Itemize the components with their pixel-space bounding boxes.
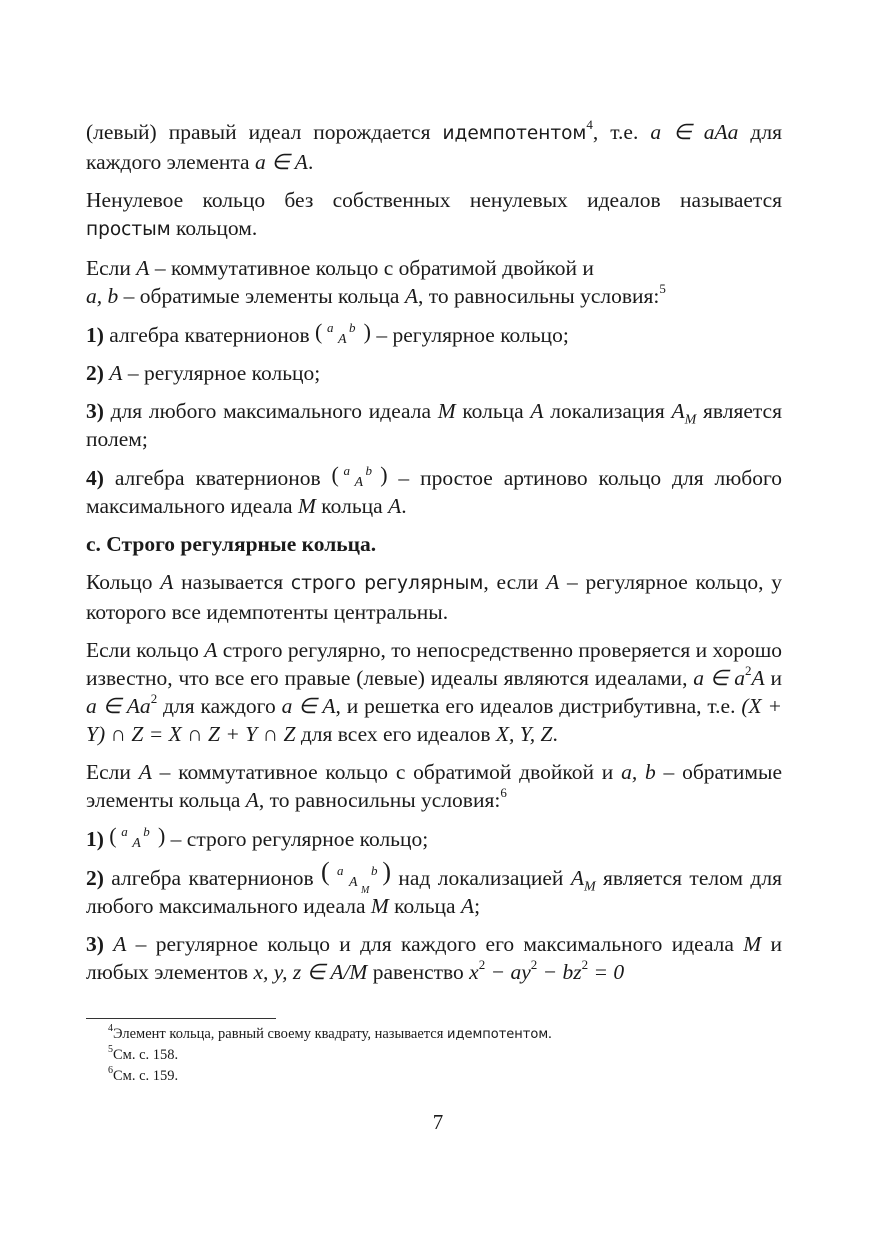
footnote-4 [108, 1024, 778, 1045]
text: кольца [455, 399, 531, 423]
text: , и решетка его идеалов дистрибутивна, т.е. [335, 694, 742, 718]
math: a ∈ a [693, 666, 746, 690]
footnote-number: 6 [108, 1065, 113, 1077]
math: A [109, 361, 123, 385]
footnote-number: 4 [108, 1023, 113, 1035]
math: a ∈ Aa [86, 694, 151, 718]
text: кольца [315, 494, 389, 518]
text: ; [474, 894, 481, 918]
paren: ( [109, 823, 117, 848]
quaternion-symbol-localized [321, 857, 392, 896]
paren: ( [314, 319, 323, 344]
list1-item-1 [86, 320, 782, 349]
text: Если [86, 760, 139, 784]
text: – регулярное кольцо; [122, 361, 321, 385]
text: . [552, 722, 558, 746]
math: M [297, 494, 316, 518]
paragraph-distributive [86, 636, 782, 748]
term-strictly-regular: строго регулярным [290, 573, 484, 594]
footnote-6 [108, 1066, 778, 1087]
list1-item-2 [86, 359, 782, 387]
math: A [113, 932, 127, 956]
math-superscript: 2 [745, 662, 752, 678]
footnote-ref-6[interactable]: 6 [500, 784, 507, 800]
math-superscript: 2 [581, 956, 589, 972]
paren: ( [331, 462, 339, 487]
math: a ∈ A [254, 150, 308, 174]
paren: ) [382, 857, 392, 886]
item-number: 3) [86, 399, 104, 423]
math: − bz [537, 960, 582, 984]
item-number: 2) [86, 361, 104, 385]
item-number: 1) [86, 827, 104, 851]
math: A [132, 836, 141, 851]
math: A [138, 760, 152, 784]
text: Если [86, 256, 137, 280]
list2-item-1 [86, 824, 782, 853]
text: Элемент кольца, равный своему квадрату, называется [113, 1026, 448, 1042]
math-superscript: 2 [478, 956, 486, 972]
math: A [160, 570, 174, 594]
math: A [354, 475, 364, 490]
item-number: 4) [86, 466, 104, 490]
math-subscript: M [583, 879, 596, 895]
text: , то равносильны условия: [258, 788, 501, 812]
text: , то равносильны условия: [417, 284, 660, 308]
item-number: 2) [86, 866, 104, 890]
math: A [136, 256, 150, 280]
term-simple: простым [86, 219, 171, 240]
text: алгебра кватернионов [103, 323, 315, 347]
math: M [370, 894, 389, 918]
math-subscript: M [361, 885, 370, 896]
text: – коммутативное кольцо с обратимой двойкой и [151, 760, 622, 784]
item-number: 1) [86, 323, 104, 347]
text: Ненулевое кольцо без собственных ненулевых идеалов называется [86, 188, 782, 212]
paren: ) [380, 462, 388, 487]
text: (левый) правый идеал порождается [86, 120, 443, 144]
math: A [349, 875, 358, 890]
paragraph-simple-ring [86, 186, 782, 244]
text: является телом для любого максимального идеала [86, 866, 782, 918]
list2-item-3 [86, 930, 782, 986]
text: локализация [543, 399, 672, 423]
text: и [764, 666, 782, 690]
page-body [86, 118, 782, 996]
text: кольцом. [170, 216, 258, 240]
quaternion-symbol [109, 824, 165, 850]
paren: ) [363, 319, 371, 344]
math: b [143, 824, 150, 839]
math: A [751, 666, 765, 690]
paragraph-conditions-1 [86, 254, 782, 310]
text: для каждого [157, 694, 282, 718]
footnote-divider [86, 1018, 276, 1019]
math-superscript: 2 [150, 690, 158, 706]
text: См. с. 159. [113, 1068, 179, 1084]
text: равенство [367, 960, 470, 984]
math: a, b [86, 284, 119, 308]
text: . [401, 494, 407, 518]
math: A [204, 638, 218, 662]
text: и любых элементов [86, 932, 783, 984]
text: Кольцо [86, 570, 161, 594]
math: A [388, 494, 402, 518]
footnote-number: 5 [108, 1044, 113, 1056]
paragraph-idempotent [86, 118, 782, 176]
math: b [371, 863, 378, 878]
term-idempotent: идемпотентом [447, 1027, 549, 1042]
math: A [570, 866, 584, 890]
text: , если [483, 570, 547, 594]
list2-item-2 [86, 857, 782, 920]
math: b [348, 320, 356, 335]
paren: ( [321, 857, 330, 886]
paragraph-strictly-regular [86, 568, 782, 626]
math: a [326, 320, 334, 335]
math: (X + Y) ∩ Z = X ∩ Z + Y ∩ Z [86, 694, 782, 746]
math: a ∈ A [281, 694, 336, 718]
footnote-5 [108, 1045, 778, 1066]
list1-item-4 [86, 463, 782, 520]
text: для любого максимального идеала [103, 399, 438, 423]
math: A [530, 399, 544, 423]
text: – регулярное кольцо; [370, 323, 569, 347]
text: для каждого элемента [86, 120, 782, 174]
text: См. с. 158. [113, 1047, 179, 1063]
math: M [437, 399, 456, 423]
math: a, b [621, 760, 656, 784]
text: – регулярное кольцо и для каждого его максимального идеала [126, 932, 744, 956]
text: – коммутативное кольцо с обратимой двойкой и [149, 256, 594, 280]
footnote-ref-5[interactable]: 5 [659, 280, 666, 296]
text: Если кольцо [86, 638, 205, 662]
math: x [469, 960, 479, 984]
section-heading: c. Строго регулярные кольца. [86, 532, 377, 556]
quaternion-symbol [332, 463, 388, 489]
text: строго регулярно, то непосредственно проверяется и хорошо известно, что все его правые (левые) идеалы являются идеалами, [86, 638, 782, 690]
math: − ay [485, 960, 531, 984]
paragraph-conditions-2 [86, 758, 782, 814]
text: алгебра кватернионов [103, 866, 322, 890]
math: A [245, 788, 259, 812]
text: – обратимые элементы кольца [86, 760, 782, 812]
text: – строго регулярное кольцо; [165, 827, 429, 851]
text: над локализацией [391, 866, 571, 890]
text: называется [173, 570, 291, 594]
math: = 0 [588, 960, 625, 984]
math-subscript: M [684, 412, 697, 428]
math-superscript: 2 [530, 956, 538, 972]
footnotes [108, 1024, 778, 1087]
text: – обратимые элементы кольца [118, 284, 405, 308]
math: a [337, 863, 344, 878]
math: x, y, z ∈ A/M [253, 960, 368, 984]
text: кольца [388, 894, 461, 918]
math: a [121, 824, 128, 839]
term-idempotent: идемпотентом [442, 123, 587, 144]
item-number: 3) [86, 932, 104, 956]
text: – простое артиново кольцо для любого максимального идеала [86, 466, 782, 518]
text: . [307, 150, 314, 174]
text: для всех его идеалов [295, 722, 496, 746]
page-number: 7 [432, 1110, 444, 1134]
math: a ∈ aAa [650, 120, 739, 144]
footnote-ref-4[interactable]: 4 [586, 116, 593, 132]
math: A [546, 570, 560, 594]
math: b [365, 463, 373, 478]
text: – регулярное кольцо, у которого все идемпотенты центральны. [86, 570, 783, 624]
text: , т.е. [592, 120, 651, 144]
math: A [671, 399, 685, 423]
math: A [337, 332, 347, 347]
list1-item-3 [86, 397, 782, 453]
math: a [343, 463, 351, 478]
math: A [404, 284, 418, 308]
text: алгебра кватернионов [103, 466, 332, 490]
text: . [548, 1026, 552, 1042]
math: A [460, 894, 475, 918]
paren: ) [157, 823, 166, 848]
math: M [743, 932, 762, 956]
quaternion-symbol [315, 320, 371, 346]
text: является полем; [86, 399, 782, 451]
math: X, Y, Z [495, 722, 553, 746]
